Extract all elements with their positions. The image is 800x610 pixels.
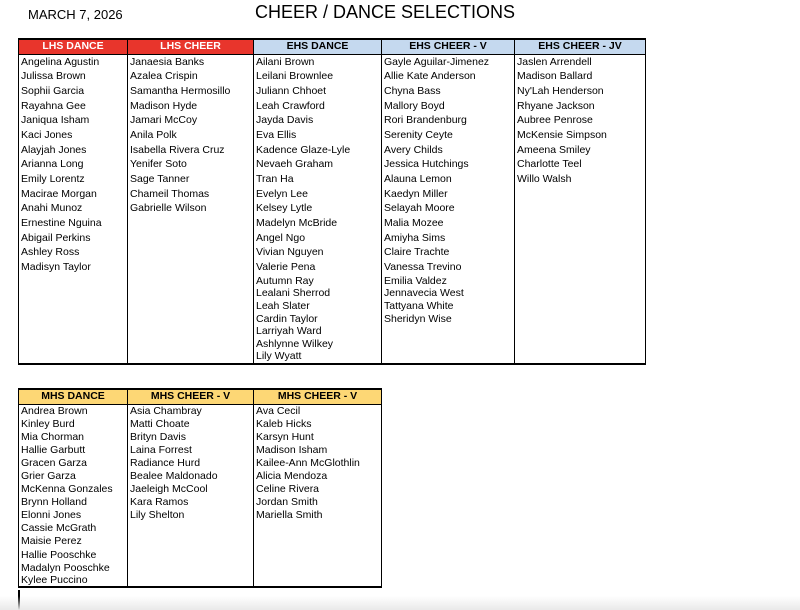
name-entry: Janaesia Banks [130, 55, 205, 68]
name-entry: Amiyha Sims [384, 231, 446, 244]
name-entry: Madisyn Taylor [21, 261, 91, 274]
name-entry: Emilia Valdez [384, 274, 447, 287]
name-entry: Malia Mozee [384, 217, 444, 230]
name-entry: Nevaeh Graham [256, 158, 334, 171]
name-entry: Gabrielle Wilson [130, 202, 207, 215]
name-entry: Janiqua Isham [21, 114, 90, 127]
name-entry: Ashlynne Wilkey [256, 337, 334, 350]
name-entry: Lily Wyatt [256, 350, 302, 363]
name-entry: Alicia Mendoza [256, 469, 328, 482]
bottom-selections-table [18, 388, 382, 588]
name-entry: Gracen Garza [21, 456, 87, 469]
name-entry: Kylee Puccino [21, 574, 88, 587]
name-entry: Allie Kate Anderson [384, 70, 476, 83]
name-entry: Valerie Pena [256, 261, 316, 274]
name-entry: Anahi Munoz [21, 202, 83, 215]
column-ehs-dance [254, 54, 382, 364]
name-entry: Karsyn Hunt [256, 430, 314, 443]
name-entry: Selayah Moore [384, 202, 455, 215]
name-entry: Arianna Long [21, 158, 84, 171]
name-entry: Tattyana White [384, 300, 454, 312]
name-entry: Madison Hyde [130, 99, 198, 112]
name-entry: Leah Crawford [256, 99, 325, 112]
name-entry: Brityn Davis [130, 430, 187, 443]
name-entry: Willo Walsh [517, 173, 572, 185]
name-entry: Kaci Jones [21, 128, 73, 141]
column-ehs-cheer-v [382, 54, 515, 364]
name-entry: Matti Choate [130, 417, 190, 430]
name-entry: Kinley Burd [21, 417, 75, 430]
name-entry: Jamari McCoy [130, 114, 198, 127]
name-entry: Madelyn McBride [256, 217, 338, 230]
column-lhs-dance [19, 54, 128, 364]
name-entry: Jaslen Arrendell [517, 55, 592, 68]
name-entry: Kadence Glaze-Lyle [256, 143, 351, 156]
name-entry: Ny'Lah Henderson [517, 84, 604, 97]
name-entry: Hallie Garbutt [21, 443, 86, 456]
name-entry: Madalyn Pooschke [21, 561, 110, 574]
column-header-lhs-dance: LHS DANCE [19, 39, 128, 54]
name-entry: Andrea Brown [21, 404, 88, 417]
name-entry: Alayjah Jones [21, 143, 87, 156]
name-entry: Jaeleigh McCool [130, 483, 208, 496]
column-header-mhs-cheer-v-1: MHS CHEER - V [128, 389, 254, 404]
name-entry: Ameena Smiley [517, 143, 591, 156]
name-entry: Lily Shelton [130, 509, 185, 522]
name-entry: Cardin Taylor [256, 312, 318, 325]
column-mhs-cheer-v-1 [128, 404, 254, 587]
column-header-ehs-cheer-jv: EHS CHEER - JV [515, 39, 646, 54]
name-entry: Isabella Rivera Cruz [130, 143, 225, 156]
name-entry: Cassie McGrath [21, 522, 97, 535]
name-entry: Ernestine Nguina [21, 217, 102, 230]
column-header-ehs-dance: EHS DANCE [254, 39, 382, 54]
name-entry: Kailee-Ann McGlothlin [256, 456, 360, 469]
name-entry: Kaleb Hicks [256, 417, 312, 430]
name-entry: Juliann Chhoet [256, 84, 327, 97]
name-entry: Ava Cecil [256, 404, 301, 417]
name-entry: Jordan Smith [256, 496, 318, 509]
name-entry: McKensie Simpson [517, 128, 607, 141]
name-entry: Mia Chorman [21, 430, 85, 443]
column-lhs-cheer [128, 54, 254, 364]
name-entry: Grier Garza [21, 469, 76, 482]
name-entry: Gayle Aguilar-Jimenez [384, 55, 490, 68]
page-bottom-shadow [0, 596, 800, 610]
document-date: MARCH 7, 2026 [28, 7, 123, 22]
name-entry: Yenifer Soto [130, 158, 187, 171]
document-title: CHEER / DANCE SELECTIONS [255, 2, 516, 22]
name-entry: Ashley Ross [21, 246, 80, 259]
column-header-mhs-cheer-v-2: MHS CHEER - V [254, 389, 382, 404]
name-entry: Angel Ngo [256, 231, 306, 244]
name-entry: Leah Slater [256, 300, 310, 312]
name-entry: Anila Polk [130, 128, 177, 141]
column-header-mhs-dance: MHS DANCE [19, 389, 128, 404]
column-mhs-dance [19, 404, 128, 587]
name-entry: Brynn Holland [21, 496, 87, 509]
name-entry: Azalea Crispin [130, 70, 198, 83]
name-entry: Sophii Garcia [21, 84, 85, 97]
name-entry: Autumn Ray [256, 274, 314, 287]
top-selections-table [18, 38, 646, 365]
name-entry: Alauna Lemon [384, 173, 452, 185]
name-entry: Jennavecia West [384, 287, 464, 300]
name-entry: Radiance Hurd [130, 456, 201, 469]
name-entry: Celine Rivera [256, 483, 320, 496]
name-entry: Vivian Nguyen [256, 246, 324, 259]
name-entry: Kaedyn Miller [384, 187, 448, 200]
name-entry: Julissa Brown [21, 70, 86, 83]
name-entry: Rayahna Gee [21, 99, 86, 112]
name-entry: Elonni Jones [21, 509, 82, 522]
name-entry: Sage Tanner [130, 173, 190, 185]
name-entry: McKenna Gonzales [21, 483, 113, 496]
name-entry: Asia Chambray [130, 404, 202, 417]
name-entry: Charlotte Teel [517, 158, 582, 171]
name-entry: Laina Forrest [130, 443, 192, 456]
name-entry: Serenity Ceyte [384, 128, 453, 141]
column-header-lhs-cheer: LHS CHEER [128, 39, 254, 54]
name-entry: Hallie Pooschke [21, 548, 97, 561]
name-entry: Vanessa Trevino [384, 261, 462, 274]
name-entry: Larriyah Ward [256, 325, 322, 338]
name-entry: Samantha Hermosillo [130, 84, 231, 97]
name-entry: Kelsey Lytle [256, 202, 313, 215]
name-entry: Madison Isham [256, 443, 328, 456]
name-entry: Abigail Perkins [21, 231, 91, 244]
name-entry: Aubree Penrose [517, 114, 593, 127]
column-ehs-cheer-jv [515, 54, 646, 364]
name-entry: Lealani Sherrod [256, 287, 331, 300]
column-mhs-cheer-v-2 [254, 404, 382, 587]
name-entry: Jayda Davis [256, 114, 314, 127]
name-entry: Mariella Smith [256, 509, 323, 522]
name-entry: Jessica Hutchings [384, 158, 469, 171]
name-entry: Rhyane Jackson [517, 99, 595, 112]
name-entry: Macirae Morgan [21, 187, 97, 200]
name-entry: Sheridyn Wise [384, 312, 452, 325]
name-entry: Chameil Thomas [130, 187, 210, 200]
name-entry: Leilani Brownlee [256, 70, 334, 83]
name-entry: Mallory Boyd [384, 99, 445, 112]
name-entry: Madison Ballard [517, 70, 593, 83]
name-entry: Maisie Perez [21, 535, 82, 548]
name-entry: Evelyn Lee [256, 187, 308, 200]
name-entry: Tran Ha [256, 173, 294, 185]
name-entry: Bealee Maldonado [130, 469, 218, 482]
name-entry: Claire Trachte [384, 246, 450, 259]
name-entry: Kara Ramos [130, 496, 189, 509]
name-entry: Angelina Agustin [21, 55, 100, 68]
column-header-ehs-cheer-v: EHS CHEER - V [382, 39, 515, 54]
name-entry: Eva Ellis [256, 128, 297, 141]
name-entry: Chyna Bass [384, 84, 441, 97]
name-entry: Ailani Brown [256, 55, 315, 68]
name-entry: Avery Childs [384, 143, 443, 156]
name-entry: Rori Brandenburg [384, 114, 467, 127]
name-entry: Emily Lorentz [21, 173, 85, 185]
